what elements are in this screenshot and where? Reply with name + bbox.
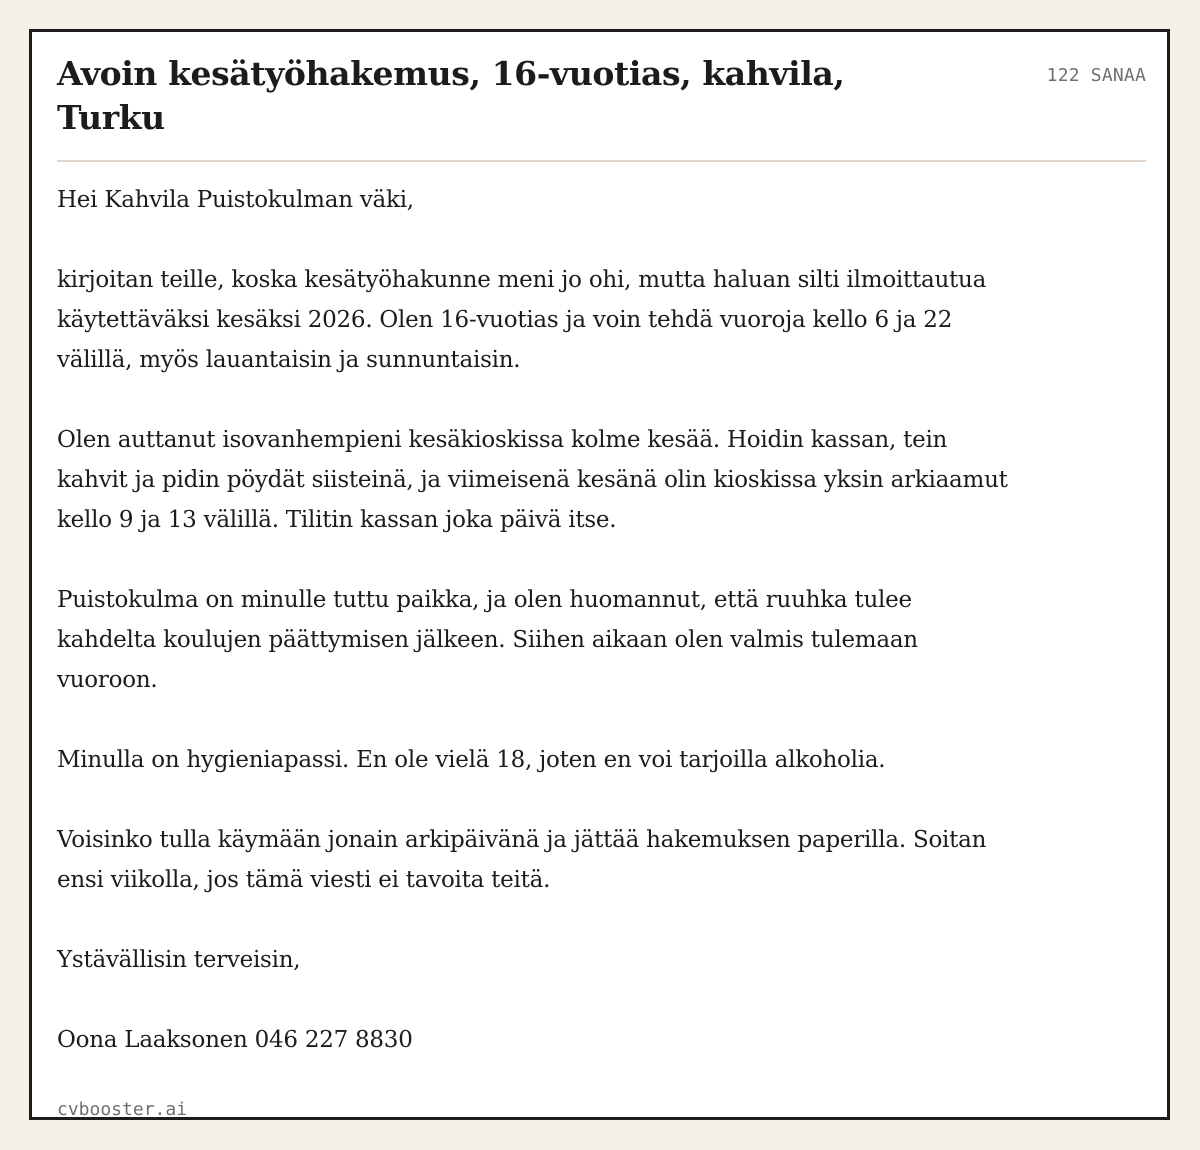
letter-signature: Oona Laaksonen 046 227 8830 [57,1027,413,1053]
letter-paragraph: Minulla on hygieniapassi. En ole vielä 18, joten en voi tarjoilla alkoholia. [57,747,886,773]
cover-letter-card [29,29,1170,1120]
letter-greeting: Hei Kahvila Puistokulman väki, [57,187,414,213]
word-count-badge: 122 SANAA [1046,65,1146,86]
letter-paragraph: Olen auttanut isovanhempieni kesäkioskissa kolme kesää. Hoidin kassan, tein kahvit ja pidin pöydät siisteinä, ja viimeisenä kesänä olin kioskissa yksin arkiaamut kello 9 ja 13 välillä. Tilitin kassan joka päivä itse. [57,427,1008,533]
letter-closing: Ystävällisin terveisin, [57,947,301,973]
letter-paragraph: Voisinko tulla käymään jonain arkipäivänä ja jättää hakemuksen paperilla. Soitan ensi viikolla, jos tämä viesti ei tavoita teitä. [57,827,987,893]
letter-paragraph: Puistokulma on minulle tuttu paikka, ja olen huomannut, että ruuhka tulee kahdelta koulujen päättymisen jälkeen. Siihen aikaan olen valmis tulemaan vuoroon. [57,587,918,693]
letter-body [57,180,1017,1060]
letter-header [57,52,1146,162]
footer-brand[interactable]: cvbooster.ai [57,1099,188,1120]
letter-title: Avoin kesätyöhakemus, 16-vuotias, kahvila, Turku [57,54,845,137]
letter-paragraph: kirjoitan teille, koska kesätyöhakunne meni jo ohi, mutta haluan silti ilmoittautua käytettäväksi kesäksi 2026. Olen 16-vuotias ja voin tehdä vuoroja kello 6 ja 22 välillä, myös lauantaisin ja sunnuntaisin. [57,267,987,373]
